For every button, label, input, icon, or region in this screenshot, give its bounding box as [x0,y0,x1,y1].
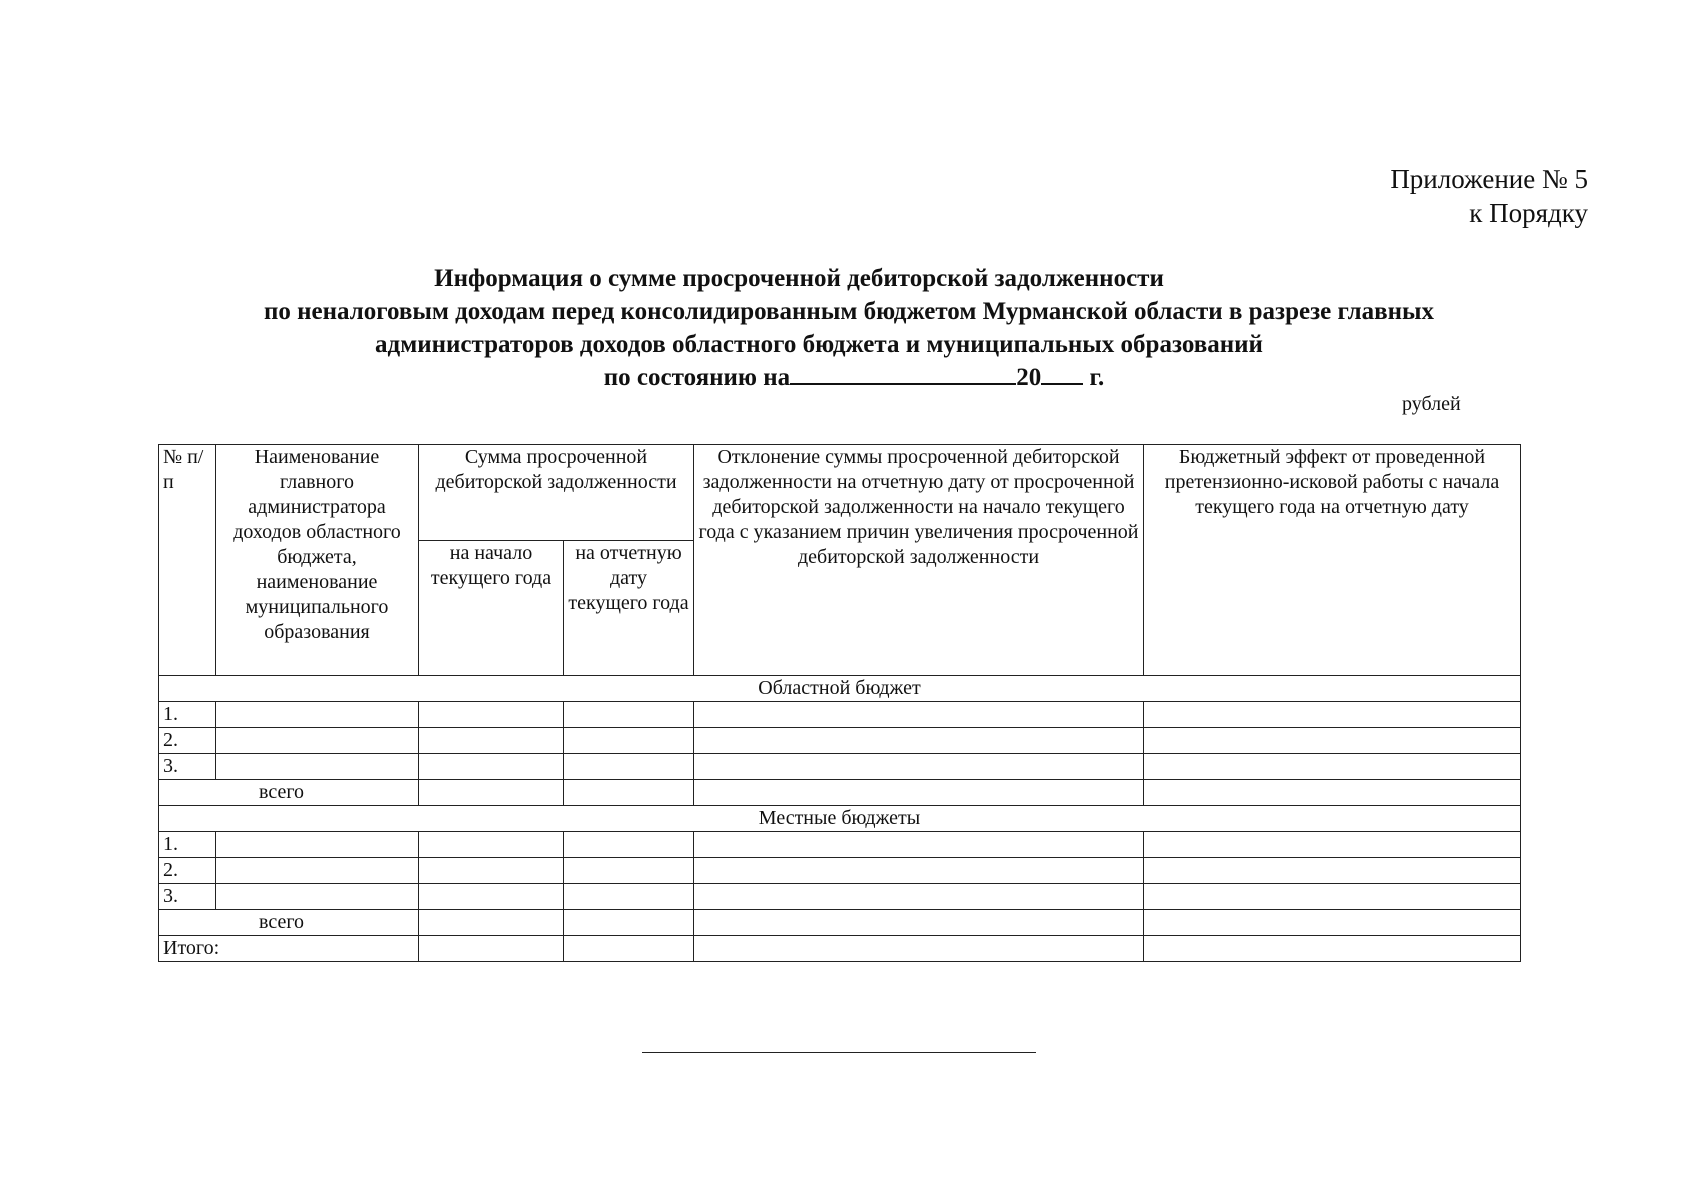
row-number: 1. [159,832,216,858]
cell-deviation[interactable] [694,780,1144,806]
subtotal-row-regional [159,780,1521,806]
col-header-effect: Бюджетный эффект от проведенной претензионно-исковой работы с начала текущего года на отчетную дату [1144,445,1521,676]
cell-effect[interactable] [1144,702,1521,728]
cell-sum-report[interactable] [564,832,694,858]
document-title [0,262,1698,394]
report-table [158,444,1521,962]
cell-effect[interactable] [1144,754,1521,780]
table-row [159,858,1521,884]
cell-effect[interactable] [1144,910,1521,936]
table-row [159,884,1521,910]
cell-effect[interactable] [1144,728,1521,754]
cell-sum-start[interactable] [419,910,564,936]
cell-deviation[interactable] [694,858,1144,884]
cell-effect[interactable] [1144,936,1521,962]
cell-sum-start[interactable] [419,754,564,780]
cell-sum-start[interactable] [419,936,564,962]
section-row-local [159,806,1521,832]
row-number: 3. [159,754,216,780]
cell-deviation[interactable] [694,910,1144,936]
row-number: 3. [159,884,216,910]
grand-total-label: Итого: [159,936,419,962]
cell-sum-report[interactable] [564,728,694,754]
cell-sum-report[interactable] [564,858,694,884]
section-row-regional [159,676,1521,702]
cell-name[interactable] [216,754,419,780]
appendix-number: Приложение № 5 [1390,164,1588,194]
cell-sum-report[interactable] [564,910,694,936]
cell-sum-start[interactable] [419,728,564,754]
row-number: 2. [159,858,216,884]
date-blank [790,361,1016,385]
col-header-deviation: Отклонение суммы просроченной дебиторской задолженности на отчетную дату от просроченной дебиторской задолженности на начало текущего года с указанием причин увеличения просроченной дебиторской задолженности [694,445,1144,676]
cell-sum-report[interactable] [564,936,694,962]
cell-sum-report[interactable] [564,884,694,910]
col-header-name: Наименование главного администратора доходов областного бюджета, наименование муниципального образования [216,445,419,676]
table-row [159,754,1521,780]
appendix-header [1390,162,1588,230]
cell-name[interactable] [216,832,419,858]
cell-sum-start[interactable] [419,858,564,884]
units-label: рублей [1402,393,1461,415]
cell-effect[interactable] [1144,832,1521,858]
cell-deviation[interactable] [694,702,1144,728]
row-number: 1. [159,702,216,728]
cell-sum-start[interactable] [419,884,564,910]
title-line-3: администраторов доходов областного бюджета и муниципальных образований [375,331,1263,358]
cell-sum-report[interactable] [564,702,694,728]
header-row-1 [159,445,1521,541]
cell-sum-start[interactable] [419,780,564,806]
title-line-4 [0,361,1698,394]
title-line-1: Информация о сумме просроченной дебиторской задолженности [434,265,1164,292]
section-title-local: Местные бюджеты [159,806,1521,832]
cell-sum-report[interactable] [564,780,694,806]
col-header-number: № п/п [159,445,216,676]
col-header-sum-start: на начало текущего года [419,541,564,676]
cell-sum-start[interactable] [419,832,564,858]
cell-name[interactable] [216,702,419,728]
table-row [159,702,1521,728]
title-line-2: по неналоговым доходам перед консолидированным бюджетом Мурманской области в разрезе главных [263,298,1435,325]
year-suffix: г. [1089,364,1105,391]
cell-sum-start[interactable] [419,702,564,728]
cell-deviation[interactable] [694,936,1144,962]
appendix-reference: к Порядку [1469,198,1588,228]
cell-effect[interactable] [1144,884,1521,910]
cell-name[interactable] [216,884,419,910]
col-header-sum: Сумма просроченной дебиторской задолженности [419,445,694,541]
grand-total-row [159,936,1521,962]
row-number: 2. [159,728,216,754]
cell-name[interactable] [216,728,419,754]
footer-divider [642,1052,1036,1053]
subtotal-label: всего [159,780,419,806]
cell-deviation[interactable] [694,832,1144,858]
section-title-regional: Областной бюджет [159,676,1521,702]
subtotal-row-local [159,910,1521,936]
as-of-label: по состоянию на [603,364,791,391]
cell-sum-report[interactable] [564,754,694,780]
cell-deviation[interactable] [694,884,1144,910]
cell-effect[interactable] [1144,858,1521,884]
table-row [159,832,1521,858]
year-blank [1041,361,1083,385]
table-row [159,728,1521,754]
cell-deviation[interactable] [694,728,1144,754]
cell-effect[interactable] [1144,780,1521,806]
col-header-sum-report: на отчетную дату текущего года [564,541,694,676]
cell-deviation[interactable] [694,754,1144,780]
cell-name[interactable] [216,858,419,884]
year-prefix: 20 [1016,364,1042,391]
subtotal-label: всего [159,910,419,936]
